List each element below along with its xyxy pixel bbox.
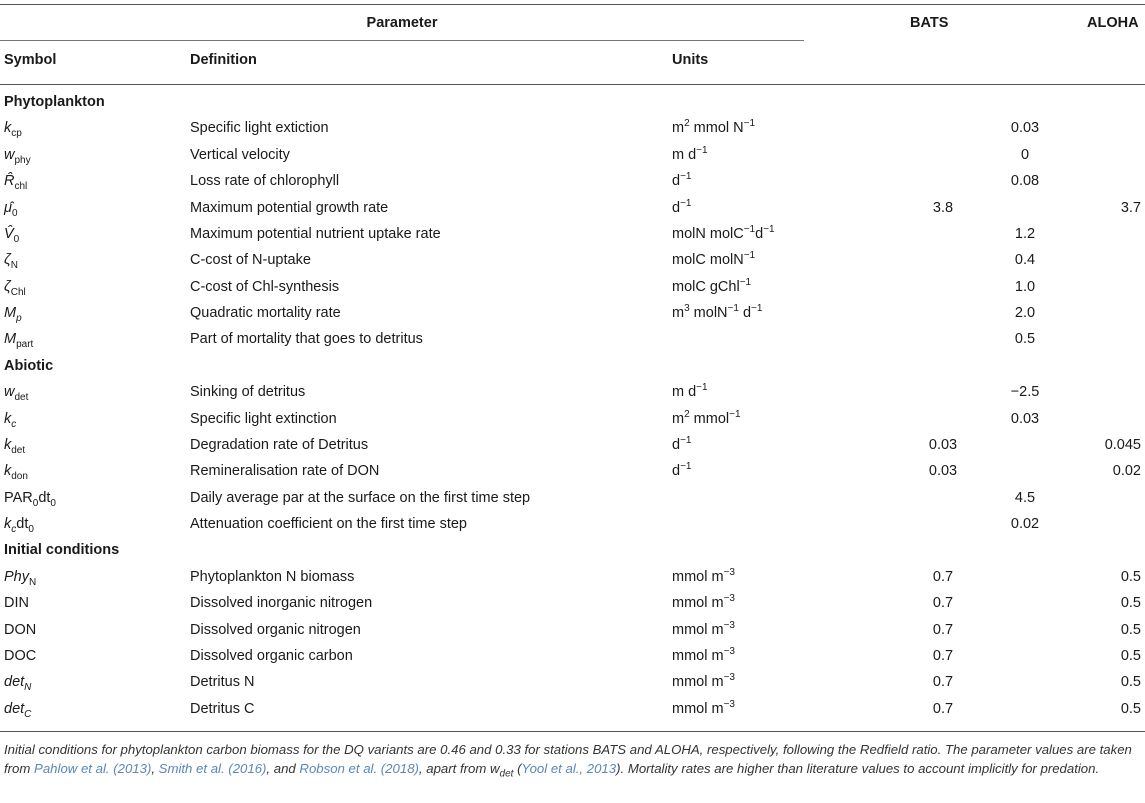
shared-value-cell: 0.08 — [1010, 173, 1040, 190]
definition-cell: Degradation rate of Detritus — [190, 436, 369, 453]
symbol-subscript: N — [24, 682, 32, 694]
symbol-cell — [4, 410, 17, 430]
symbol-cell — [4, 305, 22, 324]
shared-value-cell: 4.5 — [1014, 489, 1036, 506]
symbol-cell — [4, 674, 32, 694]
symbol-main: R̂ — [4, 173, 15, 190]
section-title: Abiotic — [4, 357, 54, 374]
table-row — [0, 248, 1145, 274]
symbol-subscript: N — [10, 260, 18, 272]
bats-value-cell: 0.7 — [932, 700, 954, 717]
section-header-row — [0, 538, 1145, 564]
definition-cell: Daily average par at the surface on the first time step — [190, 489, 531, 506]
symbol-main: Phy — [4, 568, 29, 585]
symbol-subscript: cp — [11, 128, 22, 140]
symbol-cell — [4, 516, 34, 535]
symbol-main: PAR — [4, 489, 33, 506]
shared-value-cell: 1.2 — [1014, 225, 1036, 242]
bats-value-cell: 0.7 — [932, 621, 954, 638]
symbol-post-subscript: 0 — [50, 497, 56, 509]
symbol-subscript: c — [11, 523, 17, 535]
symbol-cell — [4, 568, 37, 588]
ref-link-yool[interactable]: Yool et al., 2013 — [521, 761, 617, 776]
symbol-main: DOC — [4, 647, 37, 664]
definition-cell: Quadratic mortality rate — [190, 305, 341, 321]
definition-cell: Maximum potential growth rate — [190, 199, 389, 216]
symbol-cell — [4, 120, 22, 140]
definition-cell: Remineralisation rate of DON — [190, 463, 380, 480]
symbol-cell — [4, 173, 28, 193]
bats-value-cell: 0.03 — [928, 436, 958, 453]
symbol-subscript: 0 — [11, 207, 18, 219]
footnote-text: ( — [513, 761, 522, 776]
aloha-value-cell: 0.5 — [1120, 674, 1141, 691]
symbol-cell — [4, 331, 34, 351]
units-cell: mmol $m^{-3}$ — [672, 619, 735, 638]
units-cell: $m^3$ molN$^{-1}$ $d^{-1}$ — [672, 303, 763, 321]
symbol-main: V̂ — [4, 225, 14, 242]
header-rule — [0, 84, 1145, 85]
table-row — [0, 670, 1145, 696]
symbol-cell — [4, 278, 26, 298]
symbol-main: DON — [4, 621, 37, 638]
shared-value-cell: −2.5 — [1010, 384, 1040, 401]
table-row — [0, 697, 1145, 723]
definition-cell: C-cost of N-uptake — [190, 252, 311, 269]
symbol-cell — [4, 463, 28, 483]
shared-value-cell: 0 — [1020, 146, 1030, 163]
table-row — [0, 301, 1145, 327]
table-row — [0, 618, 1145, 644]
units-cell: $d^{-1}$ — [672, 461, 692, 480]
bats-value-cell: 3.8 — [932, 199, 954, 216]
shared-value-cell: 0.4 — [1014, 252, 1036, 269]
symbol-post-subscript: 0 — [28, 523, 34, 535]
footnote-sub: det — [499, 768, 514, 780]
ref-link-robson[interactable]: Robson et al. (2018) — [299, 761, 419, 776]
symbol-main: det — [4, 700, 25, 717]
definition-cell: Dissolved inorganic nitrogen — [190, 595, 373, 612]
parameter-subrule — [0, 40, 804, 41]
definition-cell: Vertical velocity — [190, 146, 290, 163]
aloha-value-cell: 0.5 — [1120, 647, 1141, 664]
table-row — [0, 222, 1145, 248]
units-cell: m $d^{-1}$ — [672, 144, 708, 163]
symbol-post: dt — [38, 489, 51, 506]
footnote-text: Initial conditions for phytoplankton carbon biomass for the DQ variants are 0.46 and 0.33 for stations BATS and ALOHA, respectively, following the Redfield ratio. The parameter values are taken from — [4, 742, 1132, 776]
definition-cell: Maximum potential nutrient uptake rate — [190, 225, 441, 242]
top-rule — [0, 4, 1145, 5]
bats-value-cell: 0.03 — [928, 463, 958, 480]
units-cell: $m^2$ mmol $N^{-1}$ — [672, 118, 756, 137]
definition-cell: Loss rate of chlorophyll — [190, 173, 340, 190]
header-aloha: ALOHA — [1087, 15, 1139, 31]
symbol-main: w — [4, 146, 15, 163]
symbol-cell — [4, 225, 20, 245]
shared-value-cell: 0.5 — [1014, 331, 1036, 348]
units-cell: mmol $m^{-3}$ — [672, 698, 735, 717]
symbol-subscript: don — [11, 471, 28, 483]
footnote-text: , and — [266, 761, 300, 776]
table-row — [0, 143, 1145, 169]
table-row — [0, 565, 1145, 591]
definition-cell: Attenuation coefficient on the first time step — [190, 516, 468, 532]
symbol-subscript: det — [11, 444, 26, 456]
symbol-subscript: part — [16, 339, 34, 351]
symbol-subscript: Chl — [10, 286, 26, 298]
header-bats: BATS — [910, 15, 949, 31]
definition-cell: Part of mortality that goes to detritus — [190, 331, 423, 348]
symbol-subscript: phy — [14, 154, 31, 166]
bats-value-cell: 0.7 — [932, 568, 954, 585]
table-row — [0, 407, 1145, 433]
header-definition: Definition — [190, 52, 257, 68]
definition-cell: Specific light extinction — [190, 410, 337, 427]
definition-cell: Detritus C — [190, 700, 255, 717]
definition-cell: Dissolved organic nitrogen — [190, 621, 361, 638]
symbol-cell — [4, 199, 18, 219]
aloha-value-cell: 0.5 — [1120, 568, 1141, 585]
footnote-text: , — [151, 761, 159, 776]
symbol-cell — [4, 622, 36, 638]
table-row — [0, 116, 1145, 142]
bats-value-cell: 0.7 — [932, 674, 954, 691]
definition-cell: Phytoplankton N biomass — [190, 568, 355, 585]
aloha-value-cell: 0.5 — [1120, 595, 1141, 612]
symbol-subscript: 0 — [13, 233, 20, 245]
aloha-value-cell: 3.7 — [1120, 199, 1141, 216]
units-cell: mmol $m^{-3}$ — [672, 646, 735, 664]
symbol-main: ζ — [4, 278, 11, 295]
symbol-main: μ̂ — [4, 199, 12, 216]
bats-value-cell: 0.7 — [932, 647, 954, 664]
definition-cell: Dissolved organic carbon — [190, 647, 353, 664]
units-cell: $d^{-1}$ — [672, 197, 692, 216]
symbol-main: w — [4, 384, 15, 401]
symbol-main: det — [4, 674, 25, 691]
aloha-value-cell: 0.5 — [1120, 621, 1141, 638]
header-symbol: Symbol — [4, 52, 57, 68]
symbol-main: ζ — [4, 252, 11, 269]
shared-value-cell: 0.03 — [1010, 120, 1040, 137]
footnote-text: , apart from w — [418, 761, 500, 776]
units-cell: $m^2$ mmol$^{-1}$ — [672, 408, 741, 427]
definition-cell: Detritus N — [190, 674, 255, 691]
symbol-subscript: C — [24, 708, 32, 720]
symbol-cell — [4, 489, 56, 509]
table-row — [0, 327, 1145, 353]
symbol-post: dt — [16, 516, 29, 532]
definition-cell: C-cost of Chl-synthesis — [190, 278, 340, 295]
aloha-value-cell: 0.045 — [1104, 436, 1141, 453]
symbol-subscript: 0 — [32, 497, 39, 509]
section-header-row — [0, 90, 1145, 116]
table-row — [0, 196, 1145, 222]
units-cell: $d^{-1}$ — [672, 171, 692, 190]
symbol-subscript: det — [14, 392, 29, 404]
units-cell: mmol $m^{-3}$ — [672, 593, 735, 612]
table-row — [0, 512, 1145, 538]
symbol-subscript: chl — [14, 181, 28, 193]
symbol-main: k — [4, 120, 12, 137]
symbol-main: k — [4, 463, 12, 480]
table-row — [0, 644, 1145, 670]
section-header-row — [0, 354, 1145, 380]
footnote-text: ). Mortality rates are higher than literature values to account implicitly for predation. — [616, 761, 1100, 776]
symbol-cell — [4, 595, 29, 611]
aloha-value-cell: 0.02 — [1112, 463, 1141, 480]
symbol-subscript: c — [11, 418, 17, 430]
aloha-value-cell: 0.5 — [1120, 700, 1141, 717]
table-footnote — [4, 740, 1142, 778]
bats-value-cell: 0.7 — [932, 595, 954, 612]
units-cell: mmol $m^{-3}$ — [672, 672, 735, 691]
units-cell: $d^{-1}$ — [672, 435, 692, 453]
units-cell: mmol $m^{-3}$ — [672, 566, 735, 585]
table-row — [0, 486, 1145, 512]
symbol-cell — [4, 700, 32, 720]
symbol-main: DIN — [4, 595, 29, 612]
section-title: Initial conditions — [4, 542, 120, 559]
units-cell: molN $molC^{-1}d^{-1}$ — [672, 224, 775, 242]
symbol-cell — [4, 384, 29, 404]
symbol-main: M — [4, 331, 17, 348]
units-cell: molC gChl$^{-1}$ — [672, 276, 752, 295]
symbol-cell — [4, 146, 31, 166]
section-title: Phytoplankton — [4, 94, 105, 110]
shared-value-cell: 1.0 — [1014, 278, 1036, 295]
units-cell: m $d^{-1}$ — [672, 382, 708, 401]
table-body — [0, 90, 1145, 723]
table-row — [0, 380, 1145, 406]
symbol-main: k — [4, 516, 12, 532]
table-row — [0, 433, 1145, 459]
symbol-subscript: N — [29, 576, 37, 588]
symbol-cell — [4, 648, 36, 664]
table-row — [0, 591, 1145, 617]
header-parameter: Parameter — [366, 15, 438, 31]
table-row — [0, 459, 1145, 485]
shared-value-cell: 0.03 — [1010, 410, 1040, 427]
definition-cell: Sinking of detritus — [190, 384, 306, 401]
units-cell: molC molN$^{-1}$ — [672, 250, 756, 269]
shared-value-cell: 0.02 — [1010, 516, 1040, 532]
table-row — [0, 275, 1145, 301]
symbol-main: M — [4, 305, 17, 321]
shared-value-cell: 2.0 — [1014, 305, 1036, 321]
symbol-main: k — [4, 410, 12, 427]
table-row — [0, 169, 1145, 195]
symbol-cell — [4, 436, 26, 456]
ref-link-pahlow[interactable]: Pahlow et al. (2013) — [34, 761, 152, 776]
ref-link-smith[interactable]: Smith et al. (2016) — [158, 761, 267, 776]
symbol-main: k — [4, 436, 12, 453]
definition-cell: Specific light extiction — [190, 120, 329, 137]
symbol-cell — [4, 252, 18, 272]
bottom-rule — [0, 731, 1145, 732]
symbol-subscript: p — [16, 312, 22, 324]
header-units: Units — [672, 52, 709, 68]
